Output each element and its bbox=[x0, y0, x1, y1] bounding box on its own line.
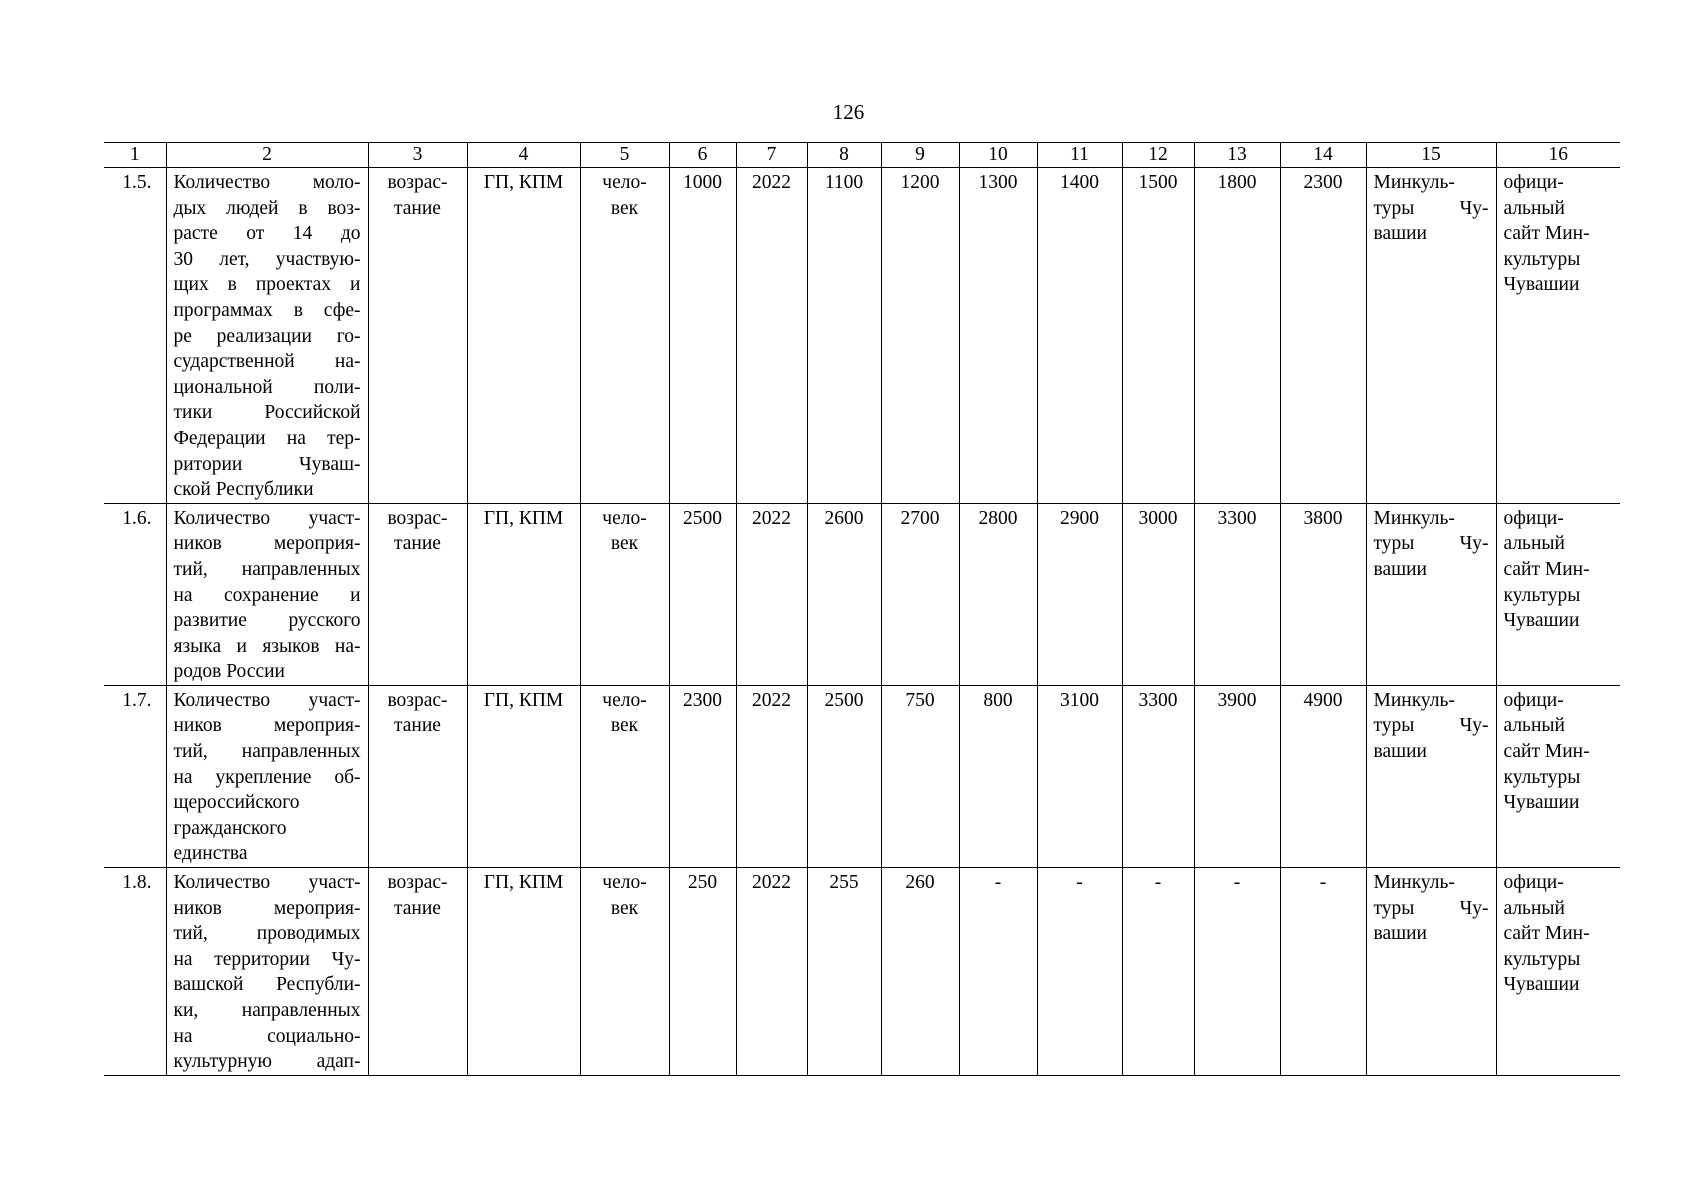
value-cell: 3300 bbox=[1194, 503, 1280, 685]
data-source-line: офици- bbox=[1503, 172, 1564, 193]
indicator-name bbox=[166, 685, 368, 867]
responsible-line: вашии bbox=[1373, 558, 1427, 580]
column-header: 3 bbox=[368, 143, 467, 168]
trend-line: тание bbox=[394, 715, 441, 737]
responsible-line: Минкуль- bbox=[1373, 689, 1455, 711]
value-cell: 2022 bbox=[736, 503, 807, 685]
unit-line: чело- bbox=[602, 507, 647, 529]
indicator-name-line: расте от 14 до bbox=[173, 223, 361, 245]
data-source-line: офици- bbox=[1503, 507, 1564, 529]
indicator-name-line: Федерации на тер- bbox=[173, 427, 361, 449]
data-source-line: культуры bbox=[1503, 766, 1581, 788]
indicator-name-line: Количество моло- bbox=[173, 172, 361, 193]
column-header: 10 bbox=[959, 143, 1037, 168]
column-header: 9 bbox=[881, 143, 959, 168]
responsible-line: вашии bbox=[1373, 923, 1427, 945]
unit bbox=[580, 868, 669, 1076]
data-source bbox=[1496, 868, 1620, 1076]
data-source-line: культуры bbox=[1503, 584, 1581, 606]
column-header: 5 bbox=[580, 143, 669, 168]
trend-line: тание bbox=[394, 533, 441, 555]
data-source bbox=[1496, 168, 1620, 504]
indicator-name bbox=[166, 503, 368, 685]
indicator-name-line: на территории Чу- bbox=[173, 948, 361, 970]
table-row bbox=[104, 685, 1620, 867]
value-cell: 3800 bbox=[1280, 503, 1366, 685]
indicator-name-line: ников мероприя- bbox=[173, 715, 361, 737]
responsible-line: туры Чу- bbox=[1373, 197, 1489, 219]
value-cell: 1000 bbox=[669, 168, 736, 504]
value-cell: 2022 bbox=[736, 685, 807, 867]
data-source-line: офици- bbox=[1503, 689, 1564, 711]
trend bbox=[368, 868, 467, 1076]
value-cell: 2022 bbox=[736, 168, 807, 504]
indicator-name bbox=[166, 868, 368, 1076]
indicator-name-line: Количество участ- bbox=[173, 872, 361, 894]
indicator-name-line: Количество участ- bbox=[173, 507, 361, 529]
unit bbox=[580, 685, 669, 867]
column-header: 7 bbox=[736, 143, 807, 168]
table-row bbox=[104, 868, 1620, 1076]
row-number: 1.7. bbox=[104, 685, 166, 867]
data-source bbox=[1496, 503, 1620, 685]
value-cell: 2600 bbox=[807, 503, 881, 685]
value-cell: 2022 bbox=[736, 868, 807, 1076]
indicator-name-line: ритории Чуваш- bbox=[173, 453, 361, 475]
responsible bbox=[1366, 168, 1496, 504]
row-number: 1.5. bbox=[104, 168, 166, 504]
trend-line: возрас- bbox=[387, 507, 448, 529]
value-cell: 260 bbox=[881, 868, 959, 1076]
value-cell: 3300 bbox=[1122, 685, 1194, 867]
indicators-table bbox=[104, 142, 1620, 1076]
value-cell: 750 bbox=[881, 685, 959, 867]
trend-line: тание bbox=[394, 197, 441, 219]
value-cell: 1400 bbox=[1037, 168, 1122, 504]
column-header: 14 bbox=[1280, 143, 1366, 168]
row-number: 1.8. bbox=[104, 868, 166, 1076]
trend-line: возрас- bbox=[387, 172, 448, 193]
responsible-line: вашии bbox=[1373, 223, 1427, 245]
value-cell: 2500 bbox=[669, 503, 736, 685]
column-header: 2 bbox=[166, 143, 368, 168]
row-number: 1.6. bbox=[104, 503, 166, 685]
data-source-line: альный bbox=[1503, 197, 1565, 219]
column-header: 11 bbox=[1037, 143, 1122, 168]
unit-line: чело- bbox=[602, 172, 647, 193]
unit-line: век bbox=[610, 897, 639, 919]
table-row bbox=[104, 503, 1620, 685]
document-type: ГП, КПМ bbox=[467, 168, 580, 504]
unit-line: чело- bbox=[602, 872, 647, 894]
column-header: 4 bbox=[467, 143, 580, 168]
data-source-line: альный bbox=[1503, 897, 1565, 919]
unit-line: чело- bbox=[602, 689, 647, 711]
indicator-name-line: тий, проводимых bbox=[173, 923, 361, 945]
indicator-name-line: на укрепление об- bbox=[173, 766, 361, 788]
data-source-line: сайт Мин- bbox=[1503, 223, 1590, 245]
indicator-name-line: культурную адап- bbox=[173, 1051, 361, 1073]
responsible-line: туры Чу- bbox=[1373, 715, 1489, 737]
indicator-name-line: тики Российской bbox=[173, 402, 361, 424]
indicator-name-line: на сохранение и bbox=[173, 584, 361, 606]
value-cell: - bbox=[1122, 868, 1194, 1076]
data-source-line: культуры bbox=[1503, 248, 1581, 270]
document-type: ГП, КПМ bbox=[467, 685, 580, 867]
data-source-line: сайт Мин- bbox=[1503, 923, 1590, 945]
responsible-line: Минкуль- bbox=[1373, 172, 1455, 193]
data-source-line: сайт Мин- bbox=[1503, 741, 1590, 763]
unit-line: век bbox=[610, 533, 639, 555]
indicator-name-line: тий, направленных bbox=[173, 741, 361, 763]
unit bbox=[580, 503, 669, 685]
value-cell: 3000 bbox=[1122, 503, 1194, 685]
indicator-name-line: единства bbox=[173, 843, 248, 865]
indicator-name-line: ре реализации го- bbox=[173, 325, 361, 347]
indicator-name-line: циональной поли- bbox=[173, 376, 361, 398]
data-source-line: офици- bbox=[1503, 872, 1564, 894]
indicator-name-line: дых людей в воз- bbox=[173, 197, 361, 219]
responsible bbox=[1366, 868, 1496, 1076]
trend-line: возрас- bbox=[387, 872, 448, 894]
data-source-line: Чувашии bbox=[1503, 610, 1580, 632]
indicator-name-line: ской Республики bbox=[173, 479, 314, 501]
responsible-line: Минкуль- bbox=[1373, 872, 1455, 894]
column-header: 8 bbox=[807, 143, 881, 168]
value-cell: 1300 bbox=[959, 168, 1037, 504]
document-type: ГП, КПМ bbox=[467, 503, 580, 685]
indicator-name-line: программах в сфе- bbox=[173, 299, 361, 321]
value-cell: 1100 bbox=[807, 168, 881, 504]
document-type: ГП, КПМ bbox=[467, 868, 580, 1076]
indicator-name-line: Количество участ- bbox=[173, 689, 361, 711]
value-cell: 1800 bbox=[1194, 168, 1280, 504]
value-cell: 2900 bbox=[1037, 503, 1122, 685]
data-source-line: Чувашии bbox=[1503, 974, 1580, 996]
indicator-name-line: на социально- bbox=[173, 1025, 361, 1047]
unit-line: век bbox=[610, 715, 639, 737]
column-header: 15 bbox=[1366, 143, 1496, 168]
value-cell: - bbox=[1194, 868, 1280, 1076]
value-cell: - bbox=[959, 868, 1037, 1076]
data-source bbox=[1496, 685, 1620, 867]
indicator-name-line: сударственной на- bbox=[173, 351, 361, 373]
trend bbox=[368, 503, 467, 685]
trend bbox=[368, 685, 467, 867]
column-header: 6 bbox=[669, 143, 736, 168]
value-cell: 2300 bbox=[669, 685, 736, 867]
indicator-name-line: тий, направленных bbox=[173, 558, 361, 580]
responsible-line: Минкуль- bbox=[1373, 507, 1455, 529]
trend-line: тание bbox=[394, 897, 441, 919]
value-cell: 2300 bbox=[1280, 168, 1366, 504]
indicator-name-line: гражданского bbox=[173, 817, 287, 839]
column-header: 12 bbox=[1122, 143, 1194, 168]
indicator-name-line: ки, направленных bbox=[173, 1000, 361, 1021]
value-cell: 3100 bbox=[1037, 685, 1122, 867]
unit-line: век bbox=[610, 197, 639, 219]
indicator-name-line: вашской Республи- bbox=[173, 974, 361, 996]
column-header: 16 bbox=[1496, 143, 1620, 168]
value-cell: 250 bbox=[669, 868, 736, 1076]
indicator-name-line: родов России bbox=[173, 661, 285, 683]
value-cell: 2800 bbox=[959, 503, 1037, 685]
unit bbox=[580, 168, 669, 504]
value-cell: 4900 bbox=[1280, 685, 1366, 867]
value-cell: 800 bbox=[959, 685, 1037, 867]
indicator-name-line: языка и языков на- bbox=[173, 635, 361, 657]
value-cell: - bbox=[1037, 868, 1122, 1076]
responsible bbox=[1366, 685, 1496, 867]
indicator-name-line: щероссийского bbox=[173, 792, 300, 814]
value-cell: 3900 bbox=[1194, 685, 1280, 867]
indicator-name-line: развитие русского bbox=[173, 610, 361, 632]
responsible-line: туры Чу- bbox=[1373, 897, 1489, 919]
trend bbox=[368, 168, 467, 504]
data-source-line: Чувашии bbox=[1503, 792, 1580, 814]
data-source-line: альный bbox=[1503, 533, 1565, 555]
page-number: 126 bbox=[832, 100, 865, 124]
data-source-line: альный bbox=[1503, 715, 1565, 737]
trend-line: возрас- bbox=[387, 689, 448, 711]
table-header-row bbox=[104, 143, 1620, 168]
value-cell: - bbox=[1280, 868, 1366, 1076]
value-cell: 1500 bbox=[1122, 168, 1194, 504]
indicator-name-line: 30 лет, участвую- bbox=[173, 248, 361, 270]
responsible bbox=[1366, 503, 1496, 685]
column-header: 13 bbox=[1194, 143, 1280, 168]
data-source-line: сайт Мин- bbox=[1503, 558, 1590, 580]
indicator-name-line: щих в проектах и bbox=[173, 274, 361, 296]
data-source-line: Чувашии bbox=[1503, 274, 1580, 296]
indicator-name-line: ников мероприя- bbox=[173, 533, 361, 555]
indicator-name bbox=[166, 168, 368, 504]
value-cell: 1200 bbox=[881, 168, 959, 504]
indicator-name-line: ников мероприя- bbox=[173, 897, 361, 919]
column-header: 1 bbox=[104, 143, 166, 168]
value-cell: 2700 bbox=[881, 503, 959, 685]
value-cell: 2500 bbox=[807, 685, 881, 867]
data-source-line: культуры bbox=[1503, 948, 1581, 970]
responsible-line: туры Чу- bbox=[1373, 533, 1489, 555]
responsible-line: вашии bbox=[1373, 741, 1427, 763]
table-row bbox=[104, 168, 1620, 504]
value-cell: 255 bbox=[807, 868, 881, 1076]
